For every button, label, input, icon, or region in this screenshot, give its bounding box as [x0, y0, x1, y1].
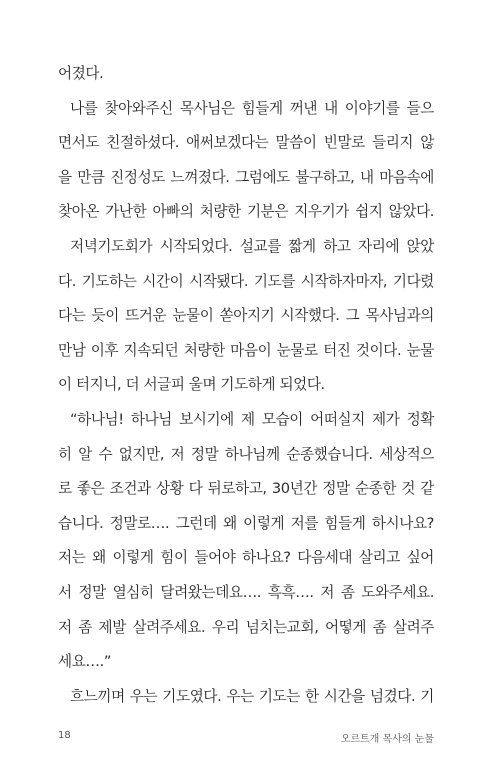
text-line: 을 만큼 진정성도 느껴졌다. 그럼에도 불구하고, 내 마음속에 — [58, 168, 434, 186]
text-line: 습니다. 정말로…. 그런데 왜 이렇게 저를 힘들게 하시나요? — [58, 514, 434, 532]
text-line: 면서도 친절하셨다. 애써보겠다는 말씀이 빈말로 들리지 않 — [58, 134, 434, 152]
text-line: 저녁기도회가 시작되었다. 설교를 짧게 하고 자리에 앉았 — [70, 237, 434, 255]
text-line: 다. 기도하는 시간이 시작됐다. 기도를 시작하자마자, 기다렸 — [58, 272, 434, 290]
text-line: 흐느끼며 우는 기도였다. 우는 기도는 한 시간을 넘겼다. 기 — [70, 687, 434, 705]
text-line: 이 터지니, 더 서글피 울며 기도하게 되었다. — [58, 376, 325, 394]
running-title: 오르트개 목사의 눈물 — [340, 734, 434, 745]
text-line: 만남 이후 지속되던 처량한 마음이 눈물로 터진 것이다. 눈물 — [58, 341, 434, 359]
text-line: “하나님! 하나님 보시기에 제 모습이 어떠실지 제가 정확 — [70, 410, 434, 428]
page-footer — [58, 730, 434, 744]
text-line: 저 좀 제발 살려주세요. 우리 넘치는교회, 어떻게 좀 살려주 — [58, 618, 434, 636]
text-line: 다는 듯이 뜨거운 눈물이 쏟아지기 시작했다. 그 목사님과의 — [58, 307, 434, 325]
text-line: 로 좋은 조건과 상황 다 뒤로하고, 30년간 정말 순종한 것 같 — [58, 480, 434, 498]
text-line: 세요….” — [58, 653, 111, 671]
page-body — [58, 57, 434, 714]
text-line: 저는 왜 이렇게 힘이 들어야 하나요? 다음세대 살리고 싶어 — [58, 549, 434, 567]
text-line: 나를 찾아와주신 목사님은 힘들게 꺼낸 내 이야기를 들으 — [70, 99, 434, 117]
text-line: 서 정말 열심히 달려왔는데요…. 흑흑…. 저 좀 도와주세요. — [58, 583, 434, 601]
text-line: 찾아온 가난한 아빠의 처량한 기분은 지우기가 쉽지 않았다. — [58, 203, 434, 221]
text-line: 히 알 수 없지만, 저 정말 하나님께 순종했습니다. 세상적으 — [58, 445, 434, 463]
page-number: 18 — [58, 730, 71, 741]
text-line: 어졌다. — [58, 65, 104, 82]
